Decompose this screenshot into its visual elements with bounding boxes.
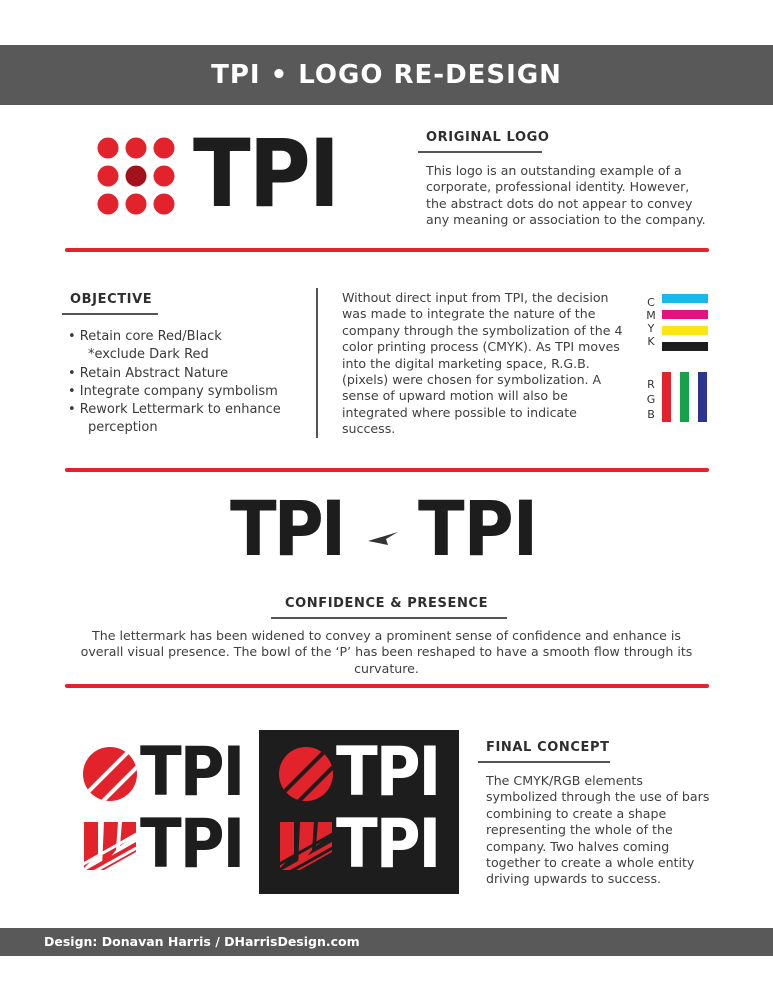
new-lettermark: TPI <box>418 484 538 573</box>
arrow-icon <box>366 530 400 546</box>
final-wordmark: TPI <box>140 805 244 884</box>
black-bar <box>662 342 708 351</box>
red-bar <box>662 372 671 422</box>
rgb-letter: G <box>646 393 656 406</box>
cmyk-letter: C <box>647 296 655 309</box>
green-bar <box>680 372 689 422</box>
final-concept-heading: FINAL CONCEPT <box>486 740 610 755</box>
section-divider <box>65 684 709 688</box>
designer-credit: Design: Donavan Harris / DHarrisDesign.com <box>44 934 360 949</box>
magenta-bar <box>662 310 708 319</box>
heading-underline <box>478 761 610 763</box>
objective-description: Without direct input from TPI, the decision was made to integrate the nature of the company through the symbolization of the 4 color printing process (CMYK). As TPI moves into the digital marketing space, R.G.B. (pixels) were chosen for symbolization. A sense of upward motion will also be integrated where possible to indicate success. <box>342 290 623 437</box>
cmyk-letter: K <box>647 335 655 348</box>
rgb-letter: B <box>647 408 655 421</box>
objective-item: perception <box>88 420 158 436</box>
objective-item: *exclude Dark Red <box>88 347 209 363</box>
cmyk-letter: M <box>646 309 656 322</box>
heading-underline <box>62 313 158 315</box>
confidence-heading: CONFIDENCE & PRESENCE <box>284 596 489 611</box>
section-divider <box>65 248 709 252</box>
final-wordmark-reversed: TPI <box>336 733 440 812</box>
final-wordmark-reversed: TPI <box>336 805 440 884</box>
old-lettermark: TPI <box>230 484 344 573</box>
original-dots-logo <box>96 136 178 218</box>
final-concept-description: The CMYK/RGB elements symbolized through the use of bars combining to create a shape representing the whole of the company. Two halves coming together to create a whole entity driving upwards to success. <box>486 773 710 887</box>
rgb-letter: R <box>647 378 655 391</box>
heading-underline <box>271 617 507 619</box>
cyan-bar <box>662 294 708 303</box>
objective-heading: OBJECTIVE <box>70 292 153 307</box>
blue-bar <box>698 372 707 422</box>
objective-item: • Rework Lettermark to enhance <box>68 402 281 418</box>
original-wordmark: TPI <box>193 120 339 229</box>
final-wordmark: TPI <box>140 733 244 812</box>
objective-item: • Retain core Red/Black <box>68 329 222 344</box>
section-divider <box>65 468 709 472</box>
objective-item: • Retain Abstract Nature <box>68 365 229 381</box>
cmyk-letter: Y <box>647 322 655 335</box>
page-title: TPI • LOGO RE-DESIGN <box>211 60 562 90</box>
objective-item: • Integrate company symbolism <box>68 383 278 399</box>
circle-bars-mark <box>276 744 336 804</box>
objective-list <box>68 328 318 438</box>
yellow-bar <box>662 326 708 335</box>
vertical-divider <box>316 288 318 438</box>
lettermark-description: The lettermark has been widened to convey a prominent sense of confidence and enhance is overall visual presence. The bowl of the ‘P’ has been reshaped to have a smooth flow through its curvature. <box>80 628 693 676</box>
original-logo-heading: ORIGINAL LOGO <box>426 130 550 145</box>
circle-bars-mark <box>80 744 140 804</box>
heading-underline <box>418 151 542 153</box>
bars-mark <box>80 816 140 872</box>
bars-mark <box>276 816 336 872</box>
original-logo-description: This logo is an outstanding example of a corporate, professional identity. However, the abstract dots do not appear to convey any meaning or association to the company. <box>426 163 706 228</box>
